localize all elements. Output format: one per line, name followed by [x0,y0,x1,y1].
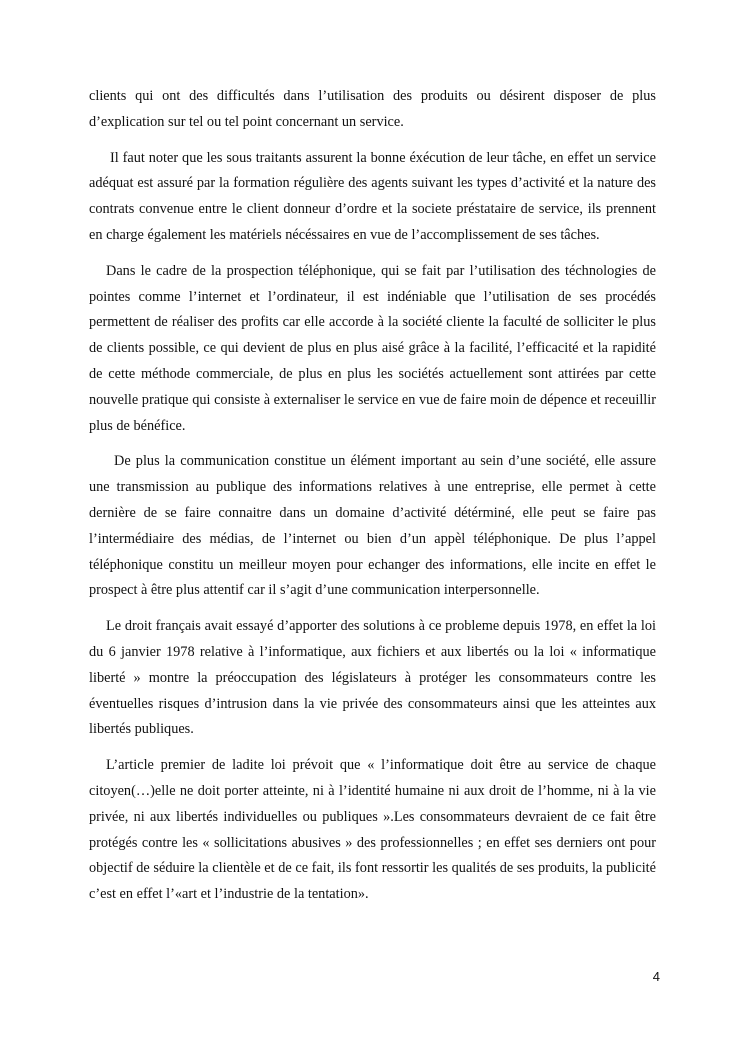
paragraph-5: Le droit français avait essayé d’apporter des solutions à ce probleme depuis 1978, en effet la loi du 6 janvier 1978 relative à l’informatique, aux fichiers et aux libertés ou la loi « informatique liberté » montre la préoccupation des législateurs à protéger les consommateurs contre les éventuelles risques d’intrusion dans la vie privée des consommateurs ainsi que les atteintes aux libertés publiques. [89,618,656,738]
paragraph-6: L’article premier de ladite loi prévoit que « l’informatique doit être au service de chaque citoyen(…)elle ne doit porter atteinte, ni à l’identité humaine ni aux droit de l’homme, ni à la vie privée, ni aux libertés individuelles ou publiques ».Les consommateurs devraient de ce fait être protégés contre les « sollicitations abusives » des professionnelles ; en effet ses derniers ont pour objectif de séduire la clientèle et de ce fait, ils font ressortir les qualités de ses produits, la publicité c’est en effet l’«art et l’industrie de la tentation». [89,757,656,903]
paragraph-4: De plus la communication constitue un élément important au sein d’une société, elle assure une transmission au publique des informations relatives à une entreprise, elle permet à cette dernière de se faire connaitre dans un domaine d’activité détérminé, elle peut se faire pas l’intermédiaire des médias, de l’internet ou bien d’un appèl téléphonique. De plus l’appel téléphonique constitu un meilleur moyen pour echanger des informations, elle incite en effet le prospect à être plus attentif car il s’agit d’une communication interpersonnelle. [89,453,656,599]
paragraph-1: clients qui ont des difficultés dans l’utilisation des produits ou désirent disposer de plus d’explication sur tel ou tel point concernant un service. [89,88,656,130]
paragraph-3: Dans le cadre de la prospection téléphonique, qui se fait par l’utilisation des téchnologies de pointes comme l’internet et l’ordinateur, il est indéniable que l’utilisation de ses procédés permettent de réaliser des profits car elle accorde à la société cliente la faculté de solliciter le plus de clients possible, ce qui devient de plus en plus aisé grâce à la facilité, l’efficacité et la rapidité de cette méthode commerciale, de plus en plus les sociétés actuellement sont attirées par cette nouvelle pratique qui consiste à externaliser le service en vue de faire moin de dépence et receuillir plus de bénéfice. [89,262,656,434]
page-number: 4 [652,969,660,984]
page-body [89,84,656,918]
paragraph-2: Il faut noter que les sous traitants assurent la bonne éxécution de leur tâche, en effet un service adéquat est assuré par la formation régulière des agents suivant les types d’activité et la nature des contrats convenue entre le client donneur d’ordre et la societe préstataire de service, ils prennent en charge également les matériels nécéssaires en vue de l’accomplissement de ses tâches. [89,149,656,243]
